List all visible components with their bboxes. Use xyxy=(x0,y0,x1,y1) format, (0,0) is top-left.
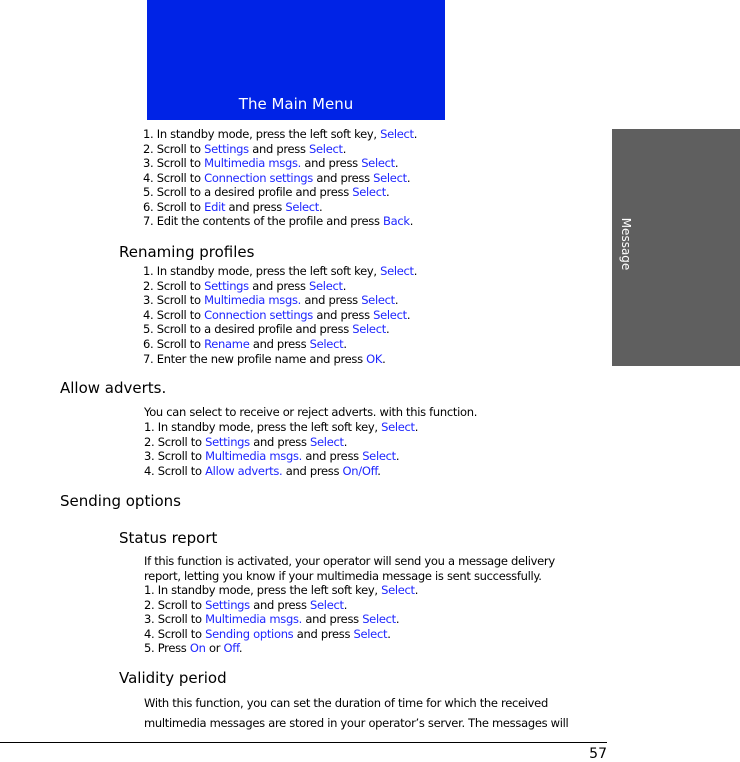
step-text: . xyxy=(343,434,348,449)
step-text: and press xyxy=(293,626,354,641)
menu-keyword: Select xyxy=(352,322,386,337)
step-text: 1. In standby mode, press the left soft key, xyxy=(143,264,381,278)
menu-keyword: Settings xyxy=(204,141,249,156)
step-line xyxy=(144,420,418,434)
menu-keyword: Connection settings xyxy=(204,307,313,322)
step-line xyxy=(143,279,346,293)
step-line xyxy=(144,598,347,612)
step-text: 7. Edit the contents of the profile and press xyxy=(143,214,383,228)
step-text: and press xyxy=(249,597,311,612)
footer-rule xyxy=(0,742,607,743)
step-line xyxy=(143,293,398,307)
allow-adverts-heading: Allow adverts. xyxy=(60,379,167,397)
step-text: 2. Scroll to xyxy=(143,141,205,156)
menu-keyword: Off xyxy=(223,641,239,656)
step-text: and press xyxy=(313,170,374,185)
validity-line2: multimedia messages are stored in your operator’s server. The messages will xyxy=(144,716,569,730)
step-line xyxy=(143,214,413,228)
sending-options-heading: Sending options xyxy=(60,492,181,510)
step-text: 4. Scroll to xyxy=(143,170,205,185)
menu-keyword: Select xyxy=(310,434,344,449)
menu-keyword: Select xyxy=(310,597,344,612)
menu-keyword: On xyxy=(189,641,206,656)
status-report-heading: Status report xyxy=(119,529,218,547)
status-report-intro-line1: If this function is activated, your operator will send you a message delivery xyxy=(144,554,555,568)
menu-keyword: Select xyxy=(361,156,395,170)
step-line xyxy=(143,185,389,199)
step-text: 5. Scroll to a desired profile and press xyxy=(143,322,353,337)
step-text: and press xyxy=(249,434,311,449)
menu-keyword: Sending options xyxy=(205,626,294,641)
step-text: 5. Scroll to a desired profile and press xyxy=(143,185,353,199)
step-text: . xyxy=(409,214,414,228)
step-text: . xyxy=(385,322,390,337)
step-text: and press xyxy=(302,612,363,627)
menu-keyword: Multimedia msgs. xyxy=(205,612,303,627)
step-line xyxy=(144,435,347,449)
step-line xyxy=(144,641,242,655)
step-text: . xyxy=(394,293,399,308)
step-text: . xyxy=(382,351,386,366)
step-text: and press xyxy=(301,293,362,308)
menu-keyword: On/Off xyxy=(342,464,378,479)
step-text: 3. Scroll to xyxy=(143,293,205,308)
step-text: and press xyxy=(248,278,310,293)
menu-keyword: Multimedia msgs. xyxy=(204,293,302,308)
step-text: . xyxy=(343,597,348,612)
menu-keyword: Select xyxy=(380,127,414,141)
step-text: . xyxy=(342,141,347,156)
step-text: 3. Scroll to xyxy=(144,449,206,464)
menu-keyword: Connection settings xyxy=(204,170,313,185)
step-line xyxy=(143,308,410,322)
step-text: 6. Scroll to xyxy=(143,337,205,351)
menu-keyword: Select xyxy=(309,278,343,293)
menu-keyword: Multimedia msgs. xyxy=(205,449,303,464)
menu-keyword: Select xyxy=(285,199,320,214)
step-text: . xyxy=(395,612,400,627)
menu-keyword: Select xyxy=(381,420,415,434)
step-text: . xyxy=(343,337,347,351)
step-text: . xyxy=(414,420,419,434)
validity-line1: With this function, you can set the duration of time for which the received xyxy=(144,696,548,710)
step-text: and press xyxy=(249,337,310,351)
allow-adverts-intro: You can select to receive or reject adverts. with this function. xyxy=(144,405,478,419)
step-text: and press xyxy=(302,449,363,464)
menu-keyword: Settings xyxy=(205,597,250,612)
step-text: 3. Scroll to xyxy=(143,156,205,170)
step-text: 3. Scroll to xyxy=(144,612,206,627)
step-text: 1. In standby mode, press the left soft key, xyxy=(144,583,382,597)
validity-period-heading: Validity period xyxy=(119,669,227,687)
step-text: . xyxy=(377,464,381,479)
step-line xyxy=(143,127,417,141)
renaming-profiles-heading: Renaming profiles xyxy=(119,243,255,261)
menu-keyword: Back xyxy=(383,214,410,228)
menu-keyword: Select xyxy=(381,583,415,597)
menu-keyword: Select xyxy=(380,264,414,278)
step-text: . xyxy=(385,185,390,199)
step-text: 1. In standby mode, press the left soft key, xyxy=(143,127,381,141)
step-text: 5. Press xyxy=(144,641,190,656)
step-line xyxy=(144,464,381,478)
step-text: . xyxy=(414,583,419,597)
main-menu-banner xyxy=(147,0,445,120)
step-text: and press xyxy=(282,464,343,479)
step-text: . xyxy=(238,641,243,656)
menu-keyword: Settings xyxy=(205,434,250,449)
step-text: 4. Scroll to xyxy=(143,307,205,322)
step-line xyxy=(143,200,322,214)
menu-keyword: Select xyxy=(373,170,407,185)
step-text: . xyxy=(406,307,411,322)
step-text: 7. Enter the new profile name and press xyxy=(143,351,367,366)
step-text: 2. Scroll to xyxy=(143,278,205,293)
menu-keyword: OK xyxy=(366,351,383,366)
menu-keyword: Select xyxy=(361,293,395,308)
section-side-tab xyxy=(612,129,740,366)
step-text: and press xyxy=(225,199,286,214)
step-text: 6. Scroll to xyxy=(143,199,205,214)
step-line xyxy=(143,322,389,336)
step-text: . xyxy=(342,278,347,293)
step-text: 4. Scroll to xyxy=(144,464,206,479)
step-line xyxy=(143,337,347,351)
menu-keyword: Select xyxy=(352,185,386,199)
menu-keyword: Multimedia msgs. xyxy=(204,156,302,170)
side-tab-label: Message xyxy=(619,217,633,271)
step-line xyxy=(143,142,346,156)
step-text: . xyxy=(387,626,391,641)
menu-keyword: Settings xyxy=(204,278,249,293)
step-line xyxy=(143,352,386,366)
step-text: . xyxy=(319,199,323,214)
step-text: 2. Scroll to xyxy=(144,597,206,612)
step-line xyxy=(144,583,418,597)
step-text: . xyxy=(413,264,418,278)
status-report-intro-line2: report, letting you know if your multimedia message is sent successfully. xyxy=(144,569,542,583)
step-text: and press xyxy=(248,141,310,156)
menu-keyword: Rename xyxy=(204,337,250,351)
page-number: 57 xyxy=(589,746,607,762)
step-line xyxy=(143,171,410,185)
menu-keyword: Select xyxy=(309,337,344,351)
banner-title: The Main Menu xyxy=(238,95,354,113)
step-text: and press xyxy=(313,307,374,322)
step-text: 4. Scroll to xyxy=(144,626,206,641)
menu-keyword: Allow adverts. xyxy=(205,464,283,479)
step-text: 2. Scroll to xyxy=(144,434,206,449)
step-text: and press xyxy=(301,156,362,170)
step-line xyxy=(143,156,398,170)
step-line xyxy=(143,264,417,278)
menu-keyword: Select xyxy=(362,612,396,627)
step-text: . xyxy=(394,156,399,170)
menu-keyword: Select xyxy=(309,141,343,156)
step-line xyxy=(144,449,399,463)
step-line xyxy=(144,627,391,641)
step-text: . xyxy=(413,127,418,141)
step-text: 1. In standby mode, press the left soft key, xyxy=(144,420,382,434)
menu-keyword: Edit xyxy=(204,199,226,214)
step-line xyxy=(144,612,399,626)
step-text: . xyxy=(406,170,411,185)
menu-keyword: Select xyxy=(362,449,396,464)
step-text: . xyxy=(395,449,400,464)
step-text: or xyxy=(205,641,224,656)
menu-keyword: Select xyxy=(373,307,407,322)
menu-keyword: Select xyxy=(353,626,388,641)
